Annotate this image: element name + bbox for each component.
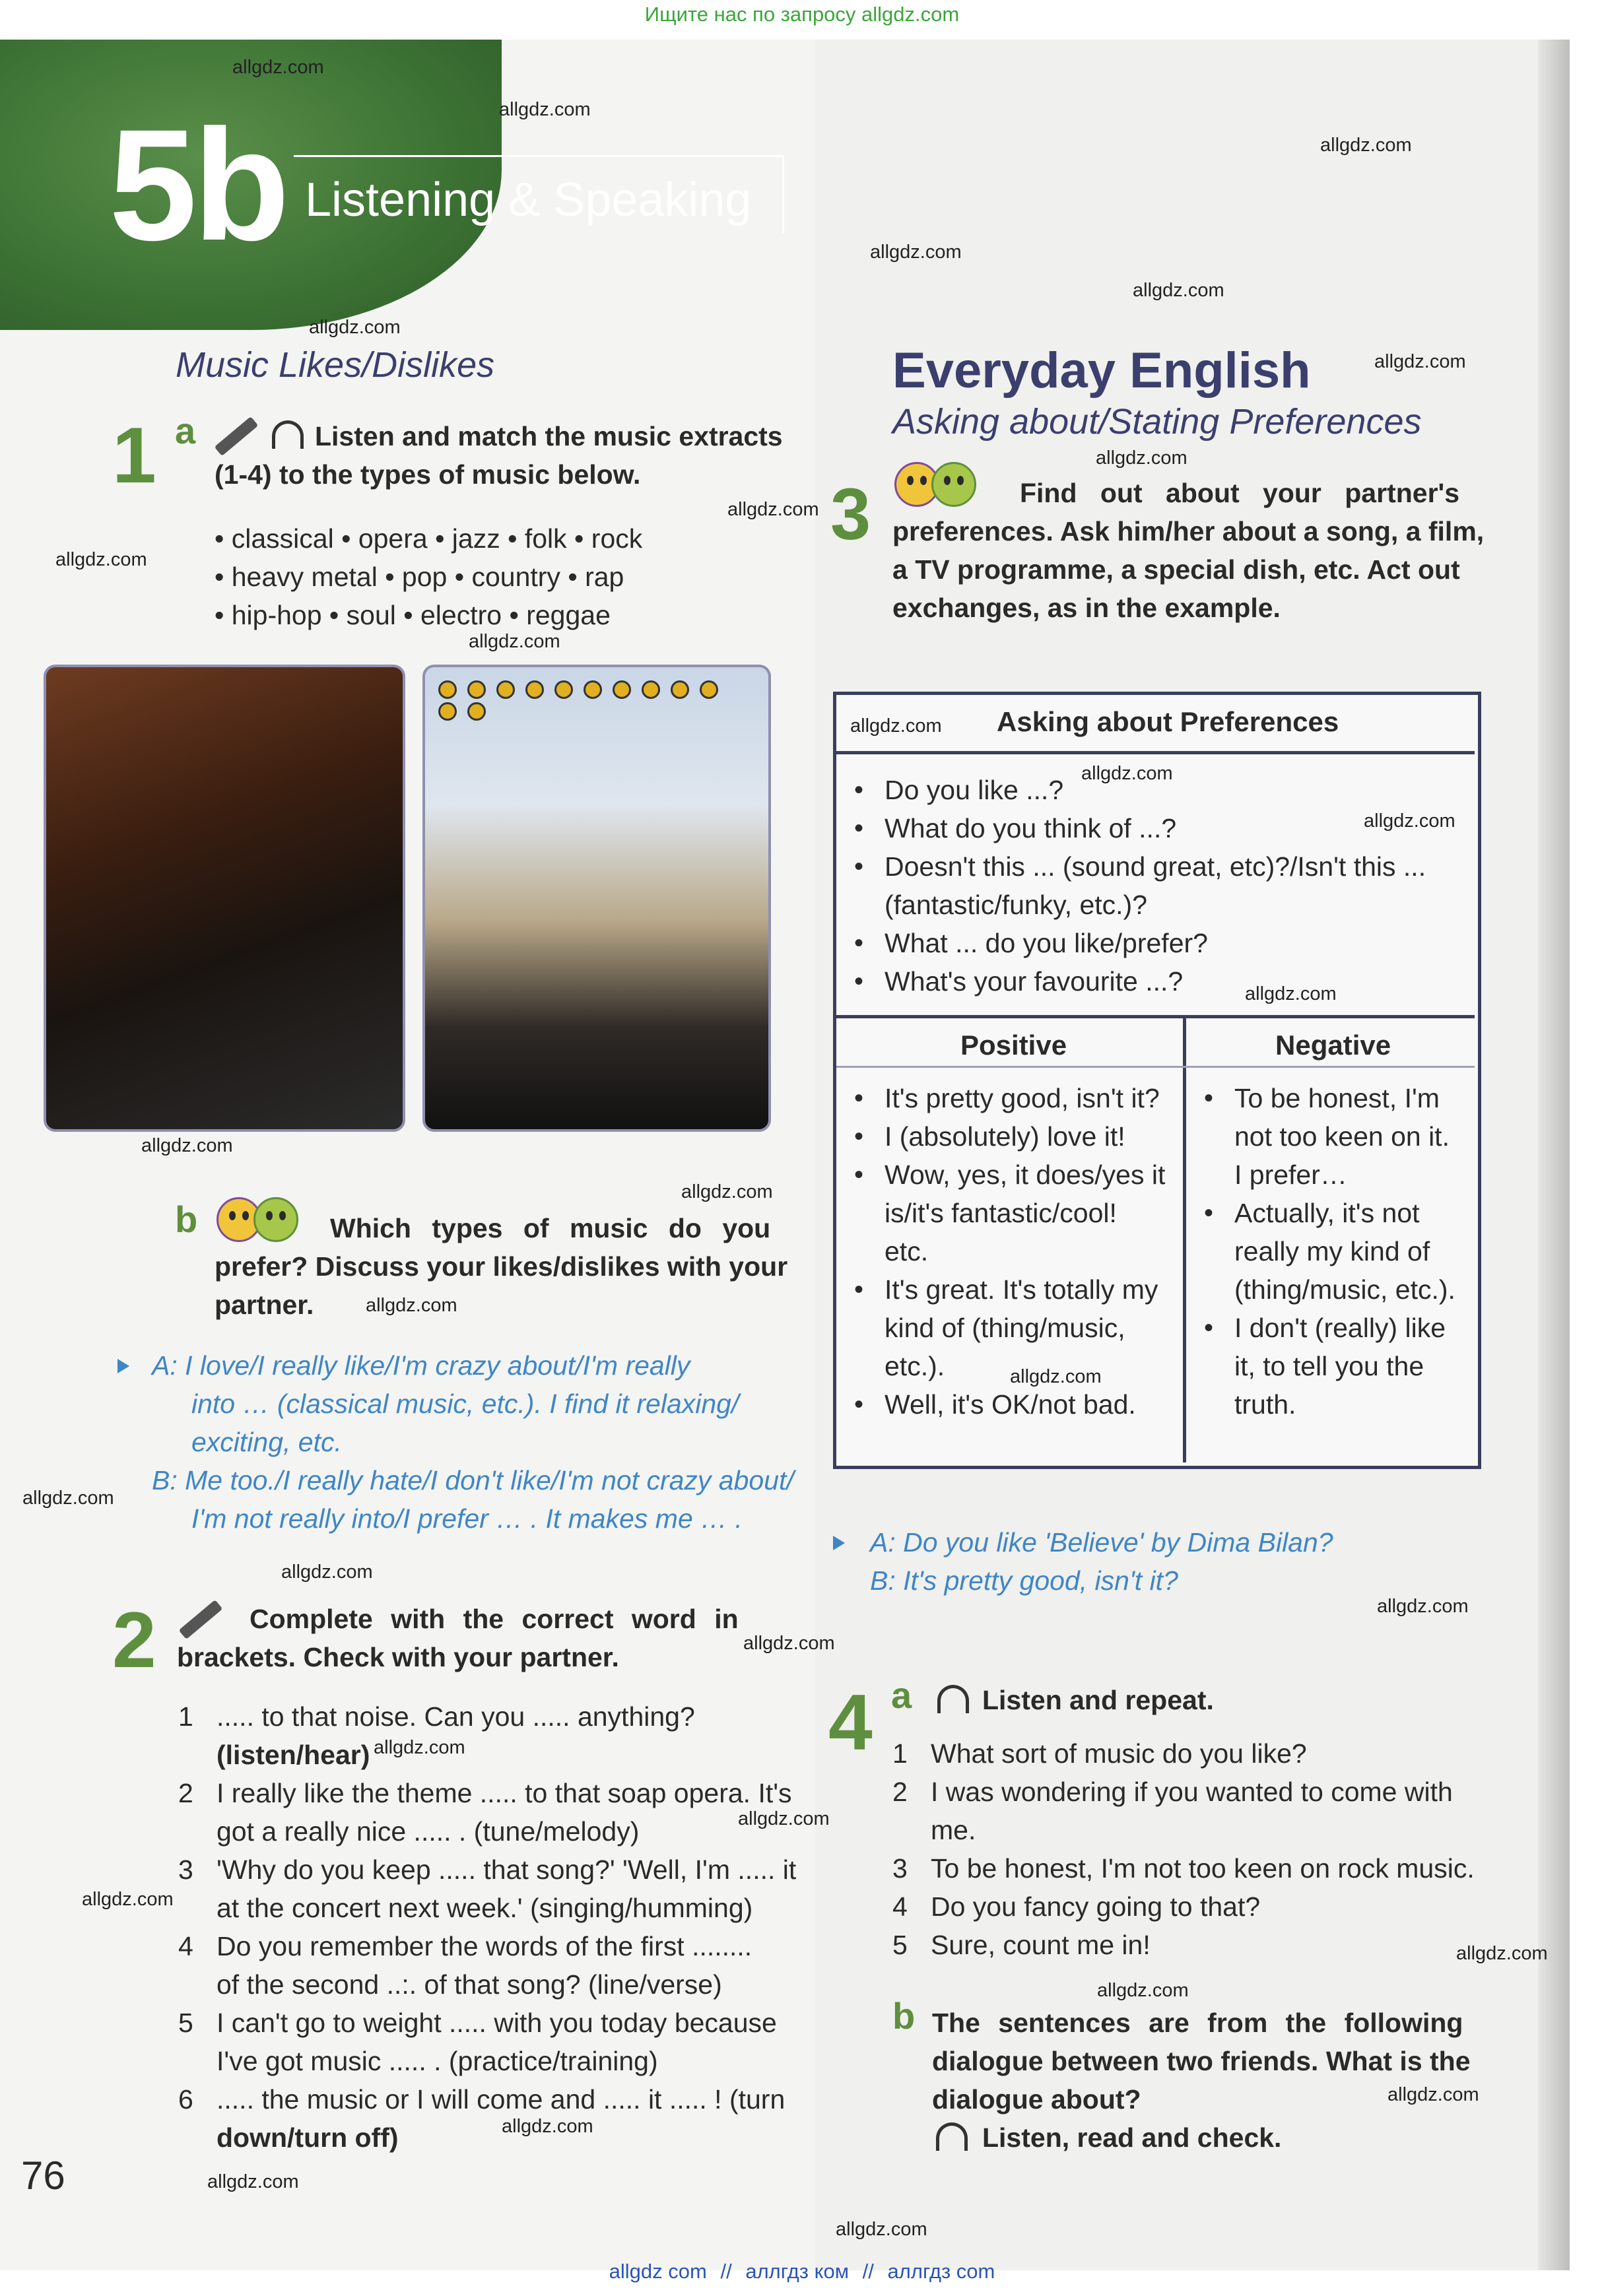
music-types-line-1: • classical • opera • jazz • folk • rock <box>215 523 643 554</box>
example-arrow-icon <box>117 1359 129 1373</box>
exercise-1b-instruction-2: prefer? Discuss your likes/dislikes with your <box>215 1251 788 1282</box>
ex2-item-1-line-1: ..... to that noise. Can you ..... anything? <box>217 1701 695 1732</box>
negative-list <box>1195 1079 1472 1117</box>
watermark: allgdz.com <box>1097 1980 1189 2001</box>
exercise-4b-letter: b <box>892 1995 916 2037</box>
ex2-item-5-line-2: I've got music ..... . (practice/training) <box>217 2046 658 2076</box>
exercise-4a-instruction: Listen and repeat. <box>982 1685 1214 1715</box>
ex2-item-3-line-2: at the concert next week.' (singing/humming) <box>217 1893 753 1923</box>
page-edge-shadow <box>1538 40 1570 2270</box>
exercise-4b-line-1: The sentences are from the following <box>932 2008 1463 2038</box>
concert-stage-photo <box>422 665 771 1132</box>
exercise-2-instruction-2: brackets. Check with your partner. <box>177 1642 619 1672</box>
negative-item-continuation: I prefer… <box>1234 1160 1347 1190</box>
everyday-english-subtitle: Asking about/Stating Preferences <box>892 402 1422 442</box>
ex2-item-2-num: 2 <box>178 1778 193 1808</box>
watermark: allgdz.com <box>1456 1943 1548 1964</box>
negative-item: • To be honest, I'm <box>1195 1079 1472 1117</box>
positive-item-continuation: kind of (thing/music, <box>885 1313 1125 1343</box>
exercise-4b-line-2: dialogue between two friends. What is the <box>932 2046 1471 2076</box>
unit-title: Listening & Speaking <box>305 174 752 226</box>
table-header-positive: Positive <box>960 1030 1067 1061</box>
positive-list <box>845 1385 1182 1424</box>
negative-item-continuation: truth. <box>1234 1389 1296 1420</box>
example-line-2: B: It's pretty good, isn't it? <box>870 1565 1178 1596</box>
negative-list <box>1195 1309 1472 1347</box>
watermark: allgdz.com <box>1096 447 1187 469</box>
watermark: allgdz.com <box>1374 351 1466 372</box>
ex4-item-5-num: 5 <box>892 1930 908 1960</box>
exercise-4b-line-3: dialogue about? <box>932 2084 1141 2115</box>
watermark: allgdz.com <box>82 1889 174 1910</box>
ex4-item-3-num: 3 <box>892 1853 908 1884</box>
page-number: 76 <box>21 2153 65 2198</box>
watermark: allgdz.com <box>1387 2084 1479 2105</box>
pair-work-icon <box>217 1197 290 1245</box>
exercise-1b-instruction-3: partner. <box>215 1290 314 1320</box>
ex2-item-4-line-1: Do you remember the words of the first ........ <box>217 1931 752 1961</box>
table-divider <box>836 1066 1475 1068</box>
watermark: allgdz.com <box>22 1488 114 1509</box>
bottom-banner-separator: // <box>862 2260 874 2283</box>
example-line-1: A: Do you like 'Believe' by Dima Bilan? <box>870 1527 1333 1558</box>
music-types-line-2: • heavy metal • pop • country • rap <box>215 562 624 592</box>
watermark: allgdz.com <box>743 1633 835 1654</box>
watermark: allgdz.com <box>469 631 560 652</box>
watermark: allgdz.com <box>1320 135 1412 156</box>
smiley-face-icon <box>931 462 976 507</box>
dialogue-line-4: B: Me too./I really hate/I don't like/I'm not crazy about/ <box>152 1465 794 1495</box>
exercise-1a-instruction-2: (1-4) to the types of music below. <box>215 459 641 490</box>
watermark: allgdz.com <box>836 2219 927 2240</box>
asking-item-continuation: (fantastic/funky, etc.)? <box>885 890 1148 920</box>
dialogue-line-3: exciting, etc. <box>191 1427 342 1457</box>
ex2-item-3-line-1: 'Why do you keep ..... that song?' 'Well, I'm ..... it <box>217 1854 797 1885</box>
exercise-4b-line-4: Listen, read and check. <box>982 2122 1282 2153</box>
watermark: allgdz.com <box>207 2171 299 2192</box>
negative-item-continuation: (thing/music, etc.). <box>1234 1274 1455 1305</box>
bottom-banner[interactable] <box>0 2260 1604 2283</box>
ex4-item-1-text: What sort of music do you like? <box>931 1738 1307 1769</box>
ex2-item-4-line-2: of the second ..:. of that song? (line/verse) <box>217 1969 722 2000</box>
ex2-item-5-num: 5 <box>178 2008 193 2038</box>
asking-item: • Do you like ...? <box>845 771 1465 809</box>
headphones-icon <box>936 2122 968 2151</box>
ex2-item-4-num: 4 <box>178 1931 193 1961</box>
positive-item: • It's great. It's totally my <box>845 1270 1182 1309</box>
watermark: allgdz.com <box>681 1181 773 1202</box>
exercise-1a-letter: a <box>175 410 196 451</box>
exercise-1b-letter: b <box>175 1198 198 1240</box>
ex2-item-6-num: 6 <box>178 2084 193 2115</box>
positive-item-continuation: etc.). <box>885 1351 945 1381</box>
watermark: allgdz.com <box>55 549 147 570</box>
asking-item: • What ... do you like/prefer? <box>845 924 1465 962</box>
dialogue-line-2: into … (classical music, etc.). I find it relaxing/ <box>191 1389 739 1419</box>
positive-item: • Wow, yes, it does/yes it <box>845 1156 1182 1194</box>
ex2-item-1-line-2: (listen/hear) <box>217 1740 370 1770</box>
table-divider <box>836 751 1475 754</box>
section-title: Music Likes/Dislikes <box>176 345 495 385</box>
exercise-1b-instruction-1: Which types of music do you <box>330 1213 771 1243</box>
positive-item: • I (absolutely) love it! <box>845 1117 1182 1156</box>
watermark: allgdz.com <box>499 99 591 120</box>
ex4-item-3-text: To be honest, I'm not too keen on rock music. <box>931 1853 1475 1884</box>
negative-item-continuation: really my kind of <box>1234 1236 1430 1266</box>
table-divider <box>1183 1018 1186 1462</box>
positive-item-continuation: is/it's fantastic/cool! <box>885 1198 1117 1228</box>
headphones-icon <box>937 1685 969 1713</box>
ex4-item-2-text-cont: me. <box>931 1815 976 1845</box>
negative-item: • Actually, it's not <box>1195 1194 1472 1232</box>
dialogue-line-5: I'm not really into/I prefer … . It makes me … . <box>191 1503 743 1534</box>
bottom-banner-separator: // <box>720 2260 732 2283</box>
ex4-item-4-text: Do you fancy going to that? <box>931 1891 1261 1922</box>
watermark: allgdz.com <box>1133 280 1224 301</box>
unit-number: 5b <box>109 96 286 273</box>
orchestra-photo <box>44 665 405 1132</box>
ex2-item-3-num: 3 <box>178 1854 193 1885</box>
watermark: allgdz.com <box>232 57 324 78</box>
positive-list <box>845 1270 1182 1309</box>
watermark: allgdz.com <box>1377 1596 1469 1617</box>
asking-item: • What's your favourite ...? <box>845 962 1465 1000</box>
ex4-item-1-num: 1 <box>892 1738 908 1769</box>
negative-list <box>1195 1194 1472 1232</box>
watermark: allgdz.com <box>1245 983 1337 1004</box>
ex2-item-2-line-1: I really like the theme ..... to that soap opera. It's <box>217 1778 792 1808</box>
watermark: allgdz.com <box>727 499 819 520</box>
asking-list <box>845 924 1465 1000</box>
ex2-item-6-line-1: ..... the music or I will come and ..... it ..... ! (turn <box>217 2084 785 2115</box>
watermark: allgdz.com <box>870 242 962 263</box>
watermark: allgdz.com <box>1364 810 1455 832</box>
positive-list <box>845 1079 1182 1194</box>
exercise-2-number: 2 <box>112 1596 156 1684</box>
watermark: allgdz.com <box>141 1135 233 1156</box>
negative-item-continuation: not too keen on it. <box>1234 1121 1450 1152</box>
watermark: allgdz.com <box>309 317 401 338</box>
exercise-3-line-2: preferences. Ask him/her about a song, a film, <box>892 516 1485 546</box>
exercise-3-number: 3 <box>830 474 871 555</box>
top-banner[interactable]: Ищите нас по запросу allgdz.com <box>644 3 960 26</box>
exercise-3-line-3: a TV programme, a special dish, etc. Act out <box>892 554 1460 585</box>
smiley-face-icon <box>253 1197 298 1242</box>
music-types-line-3: • hip-hop • soul • electro • reggae <box>215 600 611 630</box>
exercise-4a-letter: a <box>891 1674 912 1716</box>
exercise-1a-instruction-1: Listen and match the music extracts <box>315 421 783 451</box>
table-header-asking: Asking about Preferences <box>997 706 1339 737</box>
pair-work-icon <box>894 462 968 510</box>
dialogue-line-1: A: I love/I really like/I'm crazy about/I'm really <box>152 1350 690 1381</box>
exercise-2-instruction-1: Complete with the correct word in <box>250 1604 739 1634</box>
table-divider <box>836 1015 1475 1018</box>
watermark: allgdz.com <box>1081 763 1173 784</box>
negative-item-continuation: it, to tell you the <box>1234 1351 1424 1381</box>
watermark: allgdz.com <box>374 1737 465 1758</box>
watermark: allgdz.com <box>738 1808 830 1829</box>
ex4-item-2-text: I was wondering if you wanted to come with <box>931 1777 1453 1807</box>
example-arrow-icon <box>833 1536 845 1550</box>
exercise-4-number: 4 <box>828 1678 873 1767</box>
stage-lights <box>438 680 749 707</box>
exercise-3-line-4: exchanges, as in the example. <box>892 593 1281 623</box>
ex2-item-1-num: 1 <box>178 1701 193 1732</box>
watermark: allgdz.com <box>1010 1366 1102 1387</box>
ex2-item-5-line-1: I can't go to weight ..... with you today because <box>217 2008 777 2038</box>
exercise-1-number: 1 <box>112 411 156 500</box>
asking-item: • What do you think of ...? <box>845 809 1465 847</box>
watermark: allgdz.com <box>502 2116 593 2137</box>
ex4-item-5-text: Sure, count me in! <box>931 1930 1151 1960</box>
bottom-banner-link-2[interactable]: аллгдз ком <box>745 2260 850 2283</box>
headphones-icon <box>272 420 304 449</box>
watermark: allgdz.com <box>850 715 942 737</box>
bottom-banner-link-1[interactable]: allgdz com <box>609 2260 707 2283</box>
watermark: allgdz.com <box>281 1561 373 1583</box>
positive-item: • It's pretty good, isn't it? <box>845 1079 1182 1117</box>
table-header-negative: Negative <box>1275 1030 1391 1061</box>
everyday-english-title: Everyday English <box>892 343 1311 399</box>
asking-item: • Doesn't this ... (sound great, etc)?/Isn't this ... <box>845 847 1465 886</box>
positive-item: • Well, it's OK/not bad. <box>845 1385 1182 1424</box>
watermark: allgdz.com <box>366 1295 457 1316</box>
positive-item-continuation: etc. <box>885 1236 929 1266</box>
ex2-item-2-line-2: got a really nice ..... . (tune/melody) <box>217 1816 640 1847</box>
bottom-banner-link-3[interactable]: аллгдз com <box>887 2260 995 2283</box>
ex2-item-6-line-2: down/turn off) <box>217 2122 399 2153</box>
negative-item: • I don't (really) like <box>1195 1309 1472 1347</box>
ex4-item-2-num: 2 <box>892 1777 908 1807</box>
exercise-3-line-1: Find out about your partner's <box>1020 478 1460 508</box>
ex4-item-4-num: 4 <box>892 1891 908 1922</box>
